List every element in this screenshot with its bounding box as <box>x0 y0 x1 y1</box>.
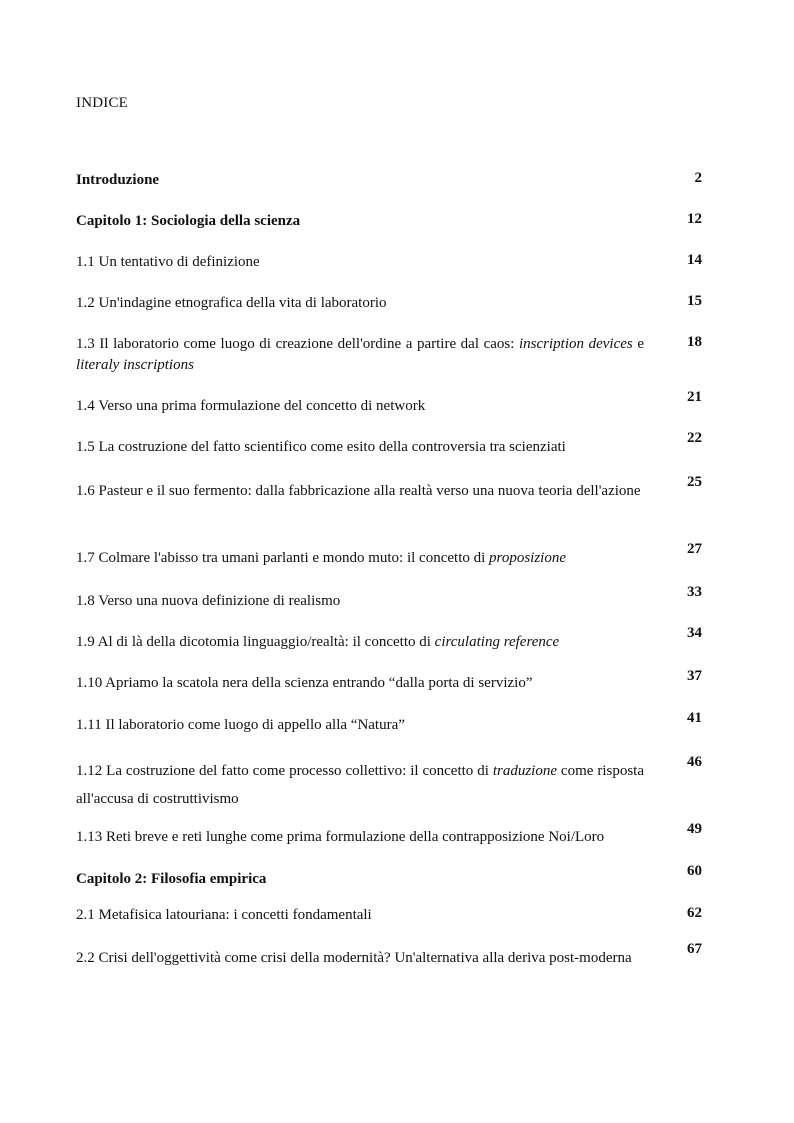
toc-entry-title: Capitolo 2: Filosofia empirica <box>76 871 267 887</box>
toc-entry-title: 2.1 Metafisica latouriana: i concetti fondamentali <box>76 907 372 923</box>
toc-entry[interactable] <box>76 474 702 505</box>
toc-page-number: 67 <box>687 941 702 957</box>
toc-entry[interactable] <box>76 668 702 694</box>
toc-entry-title: 1.4 Verso una prima formulazione del concetto di network <box>76 398 426 414</box>
toc-page-number: 37 <box>687 668 702 684</box>
toc-page-number: 41 <box>687 710 702 726</box>
toc-page-number: 62 <box>687 905 702 921</box>
toc-entry-title: 1.2 Un'indagine etnografica della vita di laboratorio <box>76 295 387 311</box>
toc-page-number: 33 <box>687 584 702 600</box>
toc-entry-title: Introduzione <box>76 172 160 188</box>
toc-entry-title: Capitolo 1: Sociologia della scienza <box>76 213 301 229</box>
toc-page-number: 15 <box>687 293 702 309</box>
toc-entry-title: 1.11 Il laboratorio come luogo di appello alla “Natura” <box>76 717 405 733</box>
toc-page-number: 34 <box>687 625 702 641</box>
toc-entry-title: 1.10 Apriamo la scatola nera della scienza entrando “dalla porta di servizio” <box>76 675 533 691</box>
page-title: INDICE <box>76 95 129 111</box>
toc-entry[interactable] <box>76 754 702 813</box>
toc-entry[interactable] <box>76 863 702 890</box>
toc-entry[interactable] <box>76 170 702 191</box>
toc-page-number: 46 <box>687 754 702 770</box>
toc-entry-title: 1.8 Verso una nuova definizione di realismo <box>76 593 341 609</box>
toc-entry-title: 1.13 Reti breve e reti lunghe come prima formulazione della contrapposizione Noi/Loro <box>76 829 605 845</box>
toc-entry[interactable] <box>76 821 702 848</box>
toc-entry[interactable] <box>76 941 702 972</box>
toc-page-number: 14 <box>687 252 702 268</box>
toc-entry[interactable] <box>76 334 702 376</box>
toc-page-number: 27 <box>687 541 702 557</box>
toc-entry[interactable] <box>76 211 702 232</box>
toc-entry-title: 1.3 Il laboratorio come luogo di creazione dell'ordine a partire dal caos: inscription devices e literaly inscriptions <box>76 336 644 373</box>
toc-entry[interactable] <box>76 541 702 569</box>
toc-entry[interactable] <box>76 625 702 653</box>
toc-page-number: 2 <box>694 170 702 186</box>
toc-entry-title: 1.12 La costruzione del fatto come processo collettivo: il concetto di traduzione come risposta all'accusa di costruttivismo <box>76 763 644 807</box>
toc-entry[interactable] <box>76 430 702 458</box>
toc-entry-title: 1.7 Colmare l'abisso tra umani parlanti e mondo muto: il concetto di proposizione <box>76 550 566 566</box>
toc-entry[interactable] <box>76 905 702 926</box>
toc-page-number: 21 <box>687 389 702 405</box>
toc-entry-title: 1.6 Pasteur e il suo fermento: dalla fabbricazione alla realtà verso una nuova teoria dell'azione <box>76 483 641 499</box>
toc-page-number: 25 <box>687 474 702 490</box>
toc-page-number: 12 <box>687 211 702 227</box>
toc-page-number: 22 <box>687 430 702 446</box>
toc-entry[interactable] <box>76 389 702 417</box>
toc-entry-title: 1.9 Al di là della dicotomia linguaggio/realtà: il concetto di circulating reference <box>76 634 560 650</box>
toc-entry[interactable] <box>76 252 702 273</box>
toc-entry[interactable] <box>76 293 702 314</box>
toc-entry-title: 2.2 Crisi dell'oggettività come crisi della modernità? Un'alternativa alla deriva post-moderna <box>76 950 632 966</box>
toc-entry[interactable] <box>76 710 702 736</box>
toc-page-number: 60 <box>687 863 702 879</box>
toc-entry[interactable] <box>76 584 702 612</box>
toc-page-number: 18 <box>687 334 702 350</box>
toc-page-number: 49 <box>687 821 702 837</box>
toc-entry-title: 1.1 Un tentativo di definizione <box>76 254 260 270</box>
toc-entry-title: 1.5 La costruzione del fatto scientifico come esito della controversia tra scienziati <box>76 439 566 455</box>
